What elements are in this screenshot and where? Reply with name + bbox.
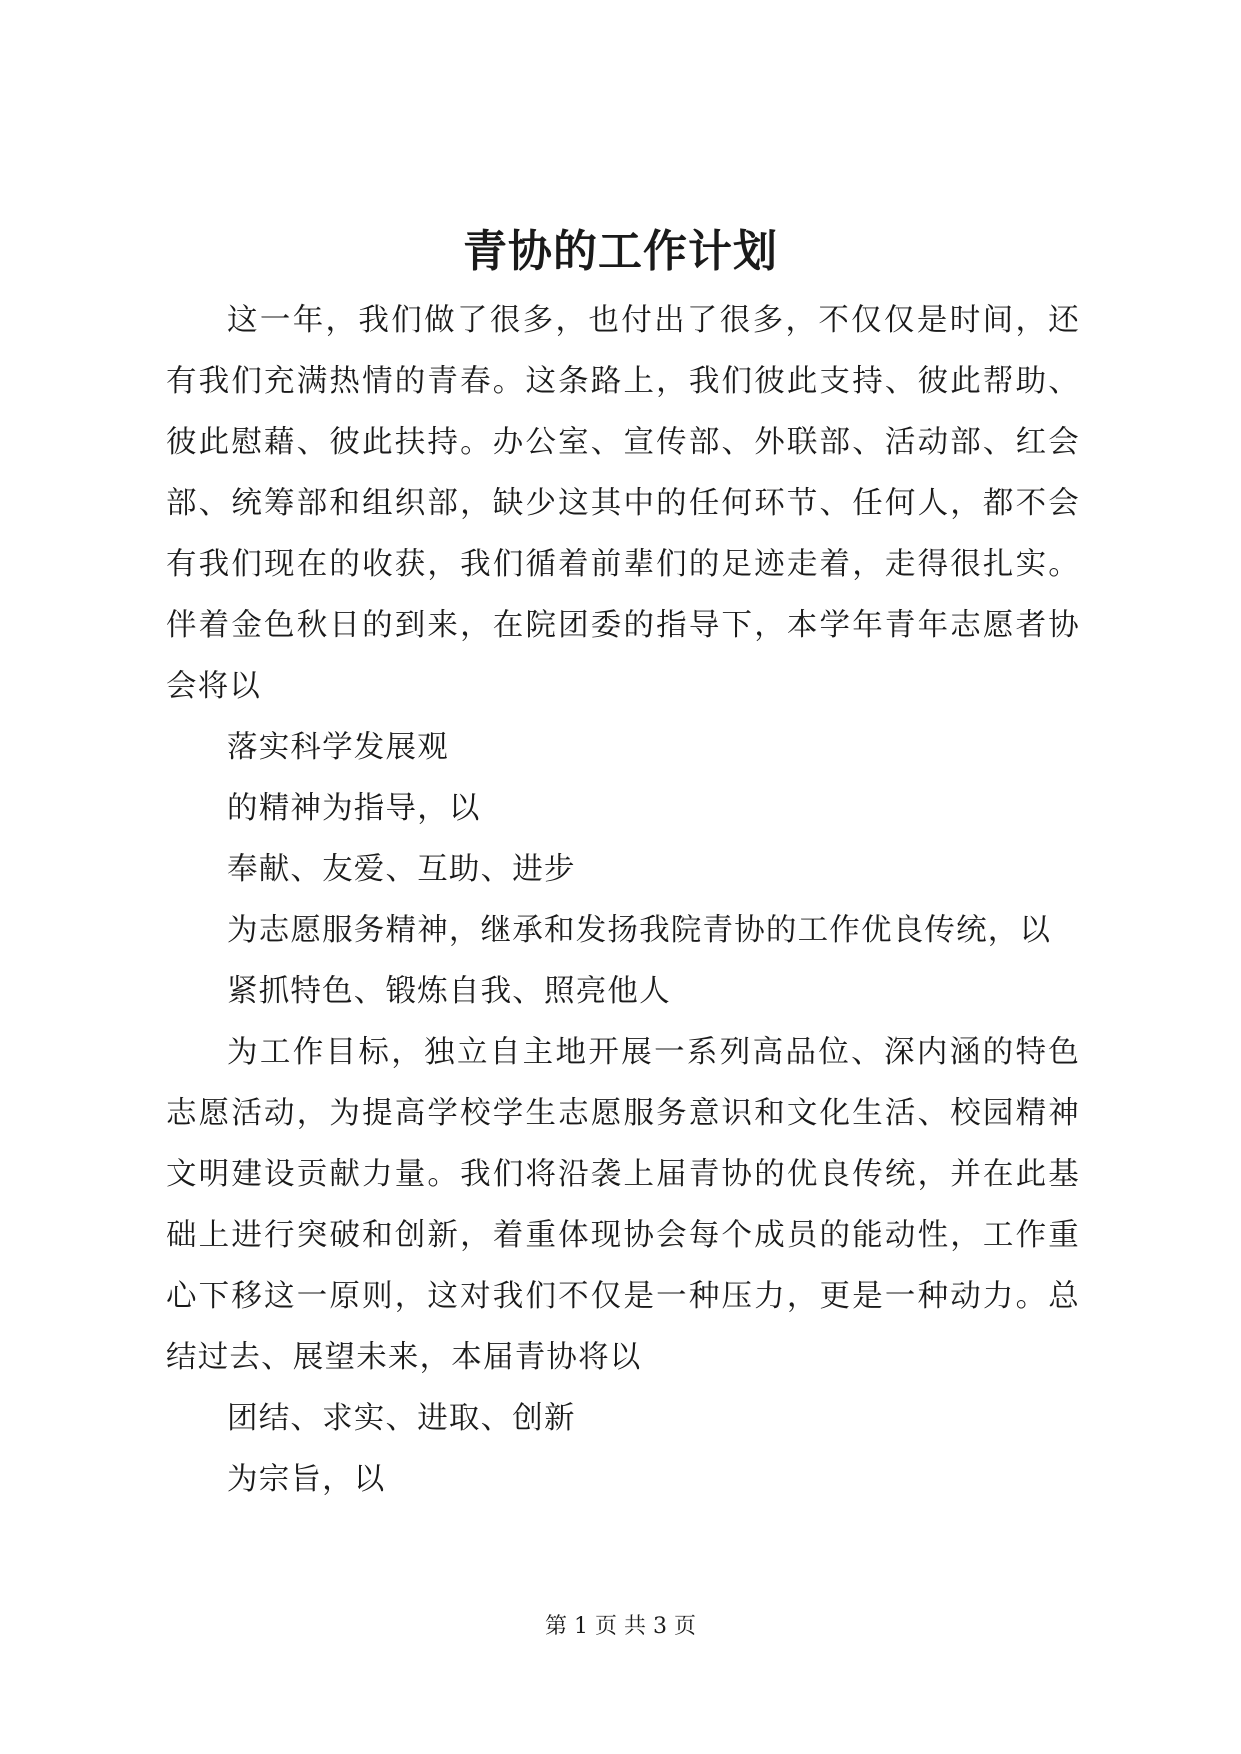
paragraph: 这一年，我们做了很多，也付出了很多，不仅仅是时间，还有我们充满热情的青春。这条路上，我们彼此支持、彼此帮助、彼此慰藉、彼此扶持。办公室、宣传部、外联部、活动部、红会部、统筹部和组织部，缺少这其中的任何环节、任何人，都不会有我们现在的收获，我们循着前辈们的足迹走着，走得很扎实。伴着金色秋日的到来，在院团委的指导下，本学年青年志愿者协会将以	[166, 303, 1080, 704]
paragraph: 为志愿服务精神，继承和发扬我院青协的工作优良传统，以	[227, 913, 1052, 948]
document-body	[166, 290, 1080, 1510]
paragraph: 为宗旨，以	[227, 1462, 386, 1497]
paragraph: 落实科学发展观	[227, 730, 449, 765]
page-number-footer: 第 1 页 共 3 页	[545, 1614, 696, 1639]
paragraph: 紧抓特色、锻炼自我、照亮他人	[227, 974, 671, 1009]
paragraph: 的精神为指导，以	[227, 791, 481, 826]
paragraph: 奉献、友爱、互助、进步	[227, 852, 576, 887]
document-title: 青协的工作计划	[463, 226, 778, 277]
paragraph: 团结、求实、进取、创新	[227, 1401, 576, 1436]
paragraph: 为工作目标，独立自主地开展一系列高品位、深内涵的特色志愿活动，为提高学校学生志愿服务意识和文化生活、校园精神文明建设贡献力量。我们将沿袭上届青协的优良传统，并在此基础上进行突破和创新，着重体现协会每个成员的能动性，工作重心下移这一原则，这对我们不仅是一种压力，更是一种动力。总结过去、展望未来，本届青协将以	[166, 1035, 1080, 1375]
